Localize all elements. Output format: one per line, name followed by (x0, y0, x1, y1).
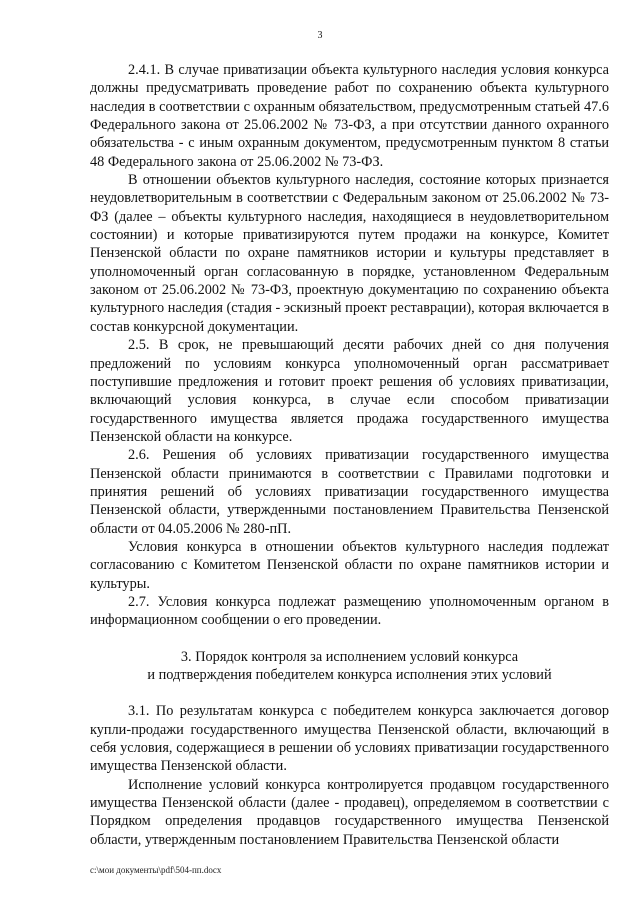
paragraph-2-5: 2.5. В срок, не превышающий десяти рабочих дней со дня получения предложений по условиям конкурса уполномоченный орган рассматривает поступившие предложения и готовит проект решения об условиях приватизации, включающий условия конкурса, в случае если способом приватизации государственного имущества является продажа государственного имущества Пензенской области на конкурсе. (90, 337, 609, 445)
paragraph-3-1: 3.1. По результатам конкурса с победителем конкурса заключается договор купли-продажи государственного имущества Пензенской области, включающий в себя условия, содержащиеся в решении об условиях приватизации государственного имущества Пензенской области. (90, 703, 609, 775)
section-heading-line-1: 3. Порядок контроля за исполнением условий конкурса (180, 648, 519, 665)
page-number: 3 (317, 30, 323, 41)
paragraph-2-4-1: 2.4.1. В случае приватизации объекта культурного наследия условия конкурса должны предусматривать проведение работ по сохранению объекта культурного наследия в соответствии с охранным обязательством, предусмотренным статьей 47.6 Федерального закона от 25.06.2002 № 73-ФЗ, а при отсутствии данного охранного обязательства - с иным охранным документом, предусмотренным пунктом 8 статьи 48 Федерального закона от 25.06.2002 № 73-ФЗ. (90, 62, 609, 170)
document-body (90, 61, 609, 849)
paragraph-2-6: 2.6. Решения об условиях приватизации государственного имущества Пензенской области принимаются в соответствии с Правилами подготовки и принятия решений об условиях приватизации государственного имущества Пензенской области, утвержденными постановлением Правительства Пензенской области от 04.05.2006 № 280-пП. (90, 447, 609, 537)
paragraph-2-7: 2.7. Условия конкурса подлежат размещению уполномоченным органом в информационном сообщении о его проведении. (90, 593, 609, 629)
paragraph-cultural-heritage-condition: В отношении объектов культурного наследия, состояние которых признается неудовлетворительным в соответствии с Федеральным законом от 25.06.2002 № 73-ФЗ (далее – объекты культурного наследия, находящиеся в неудовлетворительном состоянии) и которые приватизируются путем продажи на конкурсе, Комитет Пензенской области по охране памятников истории и культуры представляет в уполномоченный орган согласованную в порядке, установленном Федеральным законом от 25.06.2002 № 73-ФЗ, проектную документацию по сохранению объекта культурного наследия (стадия - эскизный проект реставрации), которая включается в состав конкурсной документации. (90, 172, 609, 335)
paragraph-contest-control: Исполнение условий конкурса контролируется продавцом государственного имущества Пензенской области (далее - продавец), определяемом в соответствии с Порядком определения продавцов государственного имущества Пензенской области, утвержденным постановлением Правительства Пензенской области (90, 776, 609, 848)
footer-file-path: c:\мои документы\pdf\504-пп.docx (90, 865, 222, 875)
paragraph-contest-conditions-agreement: Условия конкурса в отношении объектов культурного наследия подлежат согласованию с Комитетом Пензенской области по охране памятников истории и культуры. (90, 538, 609, 592)
section-heading-line-2: и подтверждения победителем конкурса исполнения этих условий (147, 667, 552, 683)
section-3-heading (90, 648, 609, 685)
